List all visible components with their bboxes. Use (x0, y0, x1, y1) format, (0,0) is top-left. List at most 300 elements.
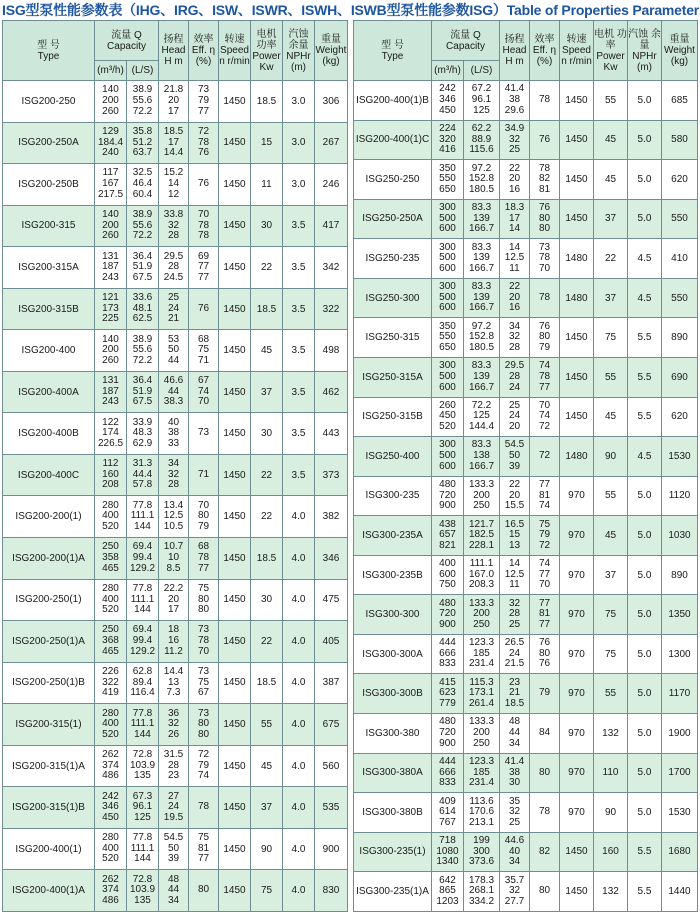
cell-power: 18.5 (251, 538, 283, 580)
cell-model: ISG200-250 (3, 81, 95, 123)
cell-flow-m3h-value: 322 (102, 676, 119, 688)
cell-weight: 462 (315, 371, 348, 413)
table-row (354, 793, 698, 833)
cell-flow-m3h-value: 200 (102, 94, 119, 106)
cell-flow-m3h-value: 300 (439, 202, 456, 214)
cell-weight: 1170 (662, 674, 698, 714)
cell-efficiency-value: 79 (538, 529, 551, 541)
cell-flow-ls-value: 200 (473, 608, 490, 620)
cell-head (500, 595, 530, 635)
cell-flow-m3h-value: 520 (102, 521, 119, 533)
cell-head-value: 12.5 (504, 568, 525, 580)
cell-flow-ls-value: 133.3 (468, 716, 495, 728)
cell-flow-ls-value: 180.5 (468, 341, 495, 353)
table-row (354, 555, 698, 595)
cell-flow-ls (127, 704, 159, 746)
cell-flow-ls-value: 31.3 (132, 458, 153, 470)
cell-flow-ls-value: 180.5 (468, 183, 495, 195)
cell-model: ISG250-300 (354, 278, 432, 318)
cell-flow-ls-value: 111.1 (130, 510, 155, 522)
cell-flow-ls (464, 437, 500, 477)
cell-flow-m3h-value: 450 (439, 410, 456, 422)
cell-flow-ls-value: 113.6 (469, 795, 494, 807)
cell-flow-m3h (432, 832, 464, 872)
cell-model: ISG300-380B (354, 793, 432, 833)
cell-speed: 1450 (219, 704, 251, 746)
cell-flow-m3h (95, 704, 127, 746)
cell-flow-ls (464, 278, 500, 318)
cell-efficiency-value: 73 (538, 241, 551, 253)
cell-efficiency-value: 77 (538, 618, 551, 630)
table-body-right (354, 81, 698, 912)
cell-head (500, 278, 530, 318)
cell-efficiency-value: 80 (197, 593, 210, 605)
cell-efficiency (530, 516, 560, 556)
col-header-npsh: 汽蚀 余量 NPHr (m) (283, 21, 315, 81)
cell-head (159, 828, 189, 870)
cell-head (159, 704, 189, 746)
cell-weight: 690 (662, 357, 698, 397)
cell-efficiency-value: 74 (197, 385, 210, 397)
cell-speed: 970 (560, 595, 594, 635)
cell-speed: 1450 (560, 81, 594, 121)
cell-flow-ls (464, 634, 500, 674)
cell-efficiency-value: 80 (538, 331, 551, 343)
cell-flow-m3h-value: 243 (102, 271, 119, 283)
cell-efficiency-value: 76 (538, 202, 551, 214)
cell-efficiency-value: 69 (197, 250, 210, 262)
cell-flow-m3h-value: 465 (102, 645, 119, 657)
cell-flow-ls-value: 123.3 (468, 637, 495, 649)
cell-efficiency-value: 80 (197, 718, 210, 730)
cell-model: ISG200-400C (3, 454, 95, 496)
cell-flow-m3h (95, 371, 127, 413)
cell-flow-m3h-value: 280 (102, 499, 119, 511)
cell-head (159, 371, 189, 413)
cell-flow-ls (127, 870, 159, 912)
cell-flow-m3h (432, 199, 464, 239)
cell-flow-m3h-value: 260 (102, 105, 119, 117)
cell-speed: 1450 (560, 160, 594, 200)
cell-flow-m3h-value: 614 (439, 806, 456, 818)
cell-speed: 1450 (219, 496, 251, 538)
cell-flow-m3h (95, 413, 127, 455)
table-row (354, 437, 698, 477)
cell-flow-ls-value: 72.2 (132, 105, 153, 117)
cell-flow-ls (127, 330, 159, 372)
cell-efficiency-value: 70 (197, 499, 210, 511)
cell-head (500, 753, 530, 793)
cell-weight: 267 (315, 122, 348, 164)
cell-efficiency-value: 70 (197, 209, 210, 221)
cell-head-value: 19.5 (163, 811, 184, 823)
cell-power: 75 (251, 870, 283, 912)
cell-power: 90 (251, 828, 283, 870)
header-model-cn: 型 号 (37, 39, 60, 51)
cell-flow-ls-value: 152.8 (468, 331, 495, 343)
cell-weight: 498 (315, 330, 348, 372)
cell-flow-m3h-value: 500 (439, 212, 456, 224)
cell-weight: 1300 (662, 634, 698, 674)
cell-flow-m3h-value: 140 (102, 84, 119, 96)
cell-efficiency-value: 68 (197, 541, 210, 553)
cell-flow-ls-value: 67.5 (132, 271, 153, 283)
cell-head-value: 15 (508, 529, 521, 541)
cell-flow-m3h-value: 900 (439, 618, 456, 630)
cell-npsh: 5.0 (628, 81, 662, 121)
cell-npsh: 3.0 (283, 122, 315, 164)
cell-flow-m3h (432, 872, 464, 912)
cell-efficiency-value: 74 (538, 500, 551, 512)
cell-flow-m3h-value: 833 (439, 777, 456, 789)
cell-efficiency (189, 247, 219, 289)
cell-flow-m3h-value: 250 (102, 541, 119, 553)
cell-model: ISG250-315A (354, 357, 432, 397)
cell-flow-ls-value: 182.5 (468, 529, 495, 541)
cell-head (500, 516, 530, 556)
cell-flow-m3h (95, 538, 127, 580)
cell-flow-ls-value: 228.1 (468, 539, 495, 551)
cell-model: ISG200-400(1)B (354, 81, 432, 121)
cell-head-value: 32 (508, 331, 521, 343)
cell-efficiency-value: 79 (197, 521, 210, 533)
cell-flow-ls-value: 62.5 (132, 313, 153, 325)
cell-flow-m3h-value: 121 (102, 292, 119, 304)
cell-flow-ls-value: 62.9 (132, 437, 153, 449)
cell-npsh: 5.5 (628, 832, 662, 872)
cell-npsh: 4.5 (628, 437, 662, 477)
cell-npsh: 3.5 (283, 247, 315, 289)
cell-power: 45 (251, 330, 283, 372)
cell-flow-m3h-value: 374 (102, 759, 119, 771)
cell-model: ISG300-380 (354, 714, 432, 754)
cell-efficiency-value: 70 (538, 399, 551, 411)
table-body-left (3, 81, 348, 912)
cell-model: ISG200-315B (3, 288, 95, 330)
table-row (354, 832, 698, 872)
cell-head-value: 34.9 (504, 122, 525, 134)
cell-speed: 1450 (219, 164, 251, 206)
cell-efficiency-value: 76 (197, 178, 210, 190)
cell-model: ISG250-400 (354, 437, 432, 477)
cell-efficiency (189, 704, 219, 746)
cell-speed: 1450 (219, 828, 251, 870)
cell-flow-ls-value: 69.4 (132, 624, 153, 636)
cell-flow-m3h (432, 318, 464, 358)
cell-npsh: 4.0 (283, 704, 315, 746)
cell-head-value: 44 (508, 726, 521, 738)
cell-efficiency-value: 78 (538, 162, 551, 174)
cell-weight: 443 (315, 413, 348, 455)
cell-efficiency-value: 75 (197, 344, 210, 356)
cell-flow-m3h-value: 260 (102, 354, 119, 366)
cell-weight: 246 (315, 164, 348, 206)
cell-flow-ls-value: 133.3 (468, 597, 495, 609)
cell-flow-m3h-value: 416 (439, 144, 456, 156)
cell-flow-ls (127, 454, 159, 496)
cell-efficiency-value: 72 (538, 450, 551, 462)
cell-flow-ls-value: 185 (473, 647, 490, 659)
cell-head-value: 17 (508, 212, 521, 224)
cell-efficiency-value: 77 (197, 271, 210, 283)
cell-efficiency-value: 76 (538, 658, 551, 670)
cell-speed: 970 (560, 516, 594, 556)
col-header-npsh: 汽蚀 余量 NPHr (m) (628, 21, 662, 81)
cell-power: 75 (594, 318, 628, 358)
cell-head (500, 634, 530, 674)
cell-flow-m3h-value: 129 (102, 125, 119, 137)
cell-flow-m3h (95, 288, 127, 330)
cell-efficiency-value: 72 (197, 749, 210, 761)
table-row (3, 496, 348, 538)
cell-head-value: 32 (508, 885, 521, 897)
cell-flow-ls-value: 60.4 (132, 188, 153, 200)
cell-head-value: 32 (167, 718, 180, 730)
cell-flow-ls-value: 97.2 (471, 162, 492, 174)
cell-head-value: 17 (167, 105, 180, 117)
table-row (354, 397, 698, 437)
cell-weight: 1900 (662, 714, 698, 754)
cell-flow-m3h (432, 634, 464, 674)
cell-power: 45 (594, 120, 628, 160)
cell-head-value: 25 (508, 816, 521, 828)
cell-head-value: 36 (167, 707, 180, 719)
cell-model: ISG200-315 (3, 205, 95, 247)
cell-flow-ls-value: 72.8 (132, 873, 153, 885)
cell-head-value: 13 (508, 539, 521, 551)
cell-head (159, 579, 189, 621)
cell-model: ISG300-235 (354, 476, 432, 516)
cell-efficiency-value: 80 (538, 223, 551, 235)
table-row (354, 239, 698, 279)
cell-speed: 1450 (219, 288, 251, 330)
table-row (354, 674, 698, 714)
cell-flow-ls-value: 36.4 (132, 250, 153, 262)
cell-power: 55 (251, 704, 283, 746)
cell-efficiency (189, 496, 219, 538)
cell-head-value: 41.4 (504, 755, 525, 767)
cell-head (159, 870, 189, 912)
cell-head-value: 33 (167, 437, 180, 449)
cell-flow-ls-value: 67.5 (132, 396, 153, 408)
cell-head-value: 33.8 (163, 209, 184, 221)
cell-weight: 342 (315, 247, 348, 289)
cell-flow-m3h (432, 753, 464, 793)
cell-flow-ls (127, 662, 159, 704)
cell-head-value: 14.4 (163, 147, 184, 159)
cell-head-value: 34 (508, 320, 521, 332)
table-row (3, 621, 348, 663)
header-model-en: Type (37, 50, 60, 62)
cell-npsh: 4.5 (628, 239, 662, 279)
cell-weight: 1530 (662, 793, 698, 833)
cell-efficiency-value: 77 (197, 853, 210, 865)
cell-weight: 550 (662, 278, 698, 318)
cell-power: 75 (594, 595, 628, 635)
cell-flow-ls-value: 38.9 (132, 209, 153, 221)
cell-efficiency (189, 454, 219, 496)
cell-flow-ls (127, 413, 159, 455)
cell-head (500, 357, 530, 397)
cell-model: ISG250-315B (354, 397, 432, 437)
col-header-weight: 重量 Weight (kg) (315, 21, 348, 81)
cell-head-value: 28 (508, 341, 521, 353)
cell-flow-m3h-value: 174 (102, 427, 119, 439)
cell-head-value: 20 (167, 94, 180, 106)
cell-efficiency-value: 75 (197, 832, 210, 844)
cell-flow-m3h-value: 415 (439, 676, 456, 688)
cell-efficiency-value: 77 (538, 479, 551, 491)
table-row (3, 205, 348, 247)
cell-flow-ls-value: 83.3 (471, 360, 492, 372)
cell-flow-ls (464, 239, 500, 279)
table-row (354, 81, 698, 121)
cell-efficiency-value: 81 (538, 183, 551, 195)
cell-npsh: 5.5 (628, 357, 662, 397)
cell-flow-m3h (432, 160, 464, 200)
cell-flow-ls-value: 166.7 (468, 302, 495, 314)
cell-weight: 1350 (662, 595, 698, 635)
cell-speed: 970 (560, 753, 594, 793)
cell-flow-ls-value: 77.8 (132, 582, 153, 594)
table-row (354, 160, 698, 200)
cell-flow-m3h-value: 140 (102, 209, 119, 221)
cell-flow-m3h-value: 160 (102, 468, 119, 480)
cell-weight: 475 (315, 579, 348, 621)
cell-flow-m3h-value: 600 (439, 262, 456, 274)
cell-efficiency-value: 82 (538, 173, 551, 185)
col-header-head: 扬程 Head H m (159, 21, 189, 81)
cell-flow-ls-value: 48.1 (132, 302, 153, 314)
cell-efficiency (530, 793, 560, 833)
cell-flow-ls-value: 125 (473, 410, 490, 422)
cell-head-value: 29.5 (163, 250, 184, 262)
cell-head-value: 29.5 (504, 360, 525, 372)
cell-efficiency-value: 73 (197, 666, 210, 678)
cell-flow-ls-value: 57.8 (132, 479, 153, 491)
cell-efficiency (530, 595, 560, 635)
cell-flow-ls-value: 115.6 (469, 144, 494, 156)
cell-flow-m3h-value: 1340 (436, 856, 459, 868)
cell-efficiency (189, 122, 219, 164)
cell-efficiency-value: 77 (197, 261, 210, 273)
cell-head (500, 674, 530, 714)
cell-flow-m3h-value: 346 (439, 93, 456, 105)
cell-efficiency-value: 75 (197, 582, 210, 594)
cell-speed: 1480 (560, 278, 594, 318)
cell-flow-m3h-value: 438 (439, 518, 456, 530)
cell-power: 37 (594, 555, 628, 595)
cell-power: 45 (594, 397, 628, 437)
cell-speed: 1450 (219, 579, 251, 621)
cell-head-value: 14 (167, 178, 180, 190)
cell-flow-m3h-value: 650 (439, 341, 456, 353)
cell-speed: 1450 (219, 205, 251, 247)
cell-head (500, 476, 530, 516)
cell-head-value: 44 (167, 385, 180, 397)
cell-flow-ls-value: 144.4 (468, 421, 495, 433)
cell-head-value: 16 (508, 302, 521, 314)
cell-flow-ls-value: 133.3 (468, 479, 495, 491)
cell-flow-ls-value: 129.2 (129, 645, 156, 657)
cell-efficiency (530, 476, 560, 516)
cell-head-value: 14 (508, 223, 521, 235)
cell-flow-ls-value: 178.3 (468, 874, 495, 886)
cell-efficiency-value: 80 (197, 510, 210, 522)
cell-flow-ls-value: 62.2 (471, 122, 492, 134)
cell-head-value: 20 (508, 291, 521, 303)
cell-efficiency-value: 81 (197, 842, 210, 854)
cell-head-value: 38.3 (163, 396, 184, 408)
cell-flow-ls-value: 111.1 (469, 558, 494, 570)
cell-flow-ls (464, 81, 500, 121)
cell-power: 37 (594, 278, 628, 318)
cell-flow-ls-value: 33.9 (132, 416, 153, 428)
cell-efficiency (189, 164, 219, 206)
cell-flow-m3h (432, 278, 464, 318)
cell-flow-ls (127, 579, 159, 621)
cell-flow-m3h (95, 496, 127, 538)
cell-speed: 1450 (219, 870, 251, 912)
cell-npsh: 5.0 (628, 634, 662, 674)
cell-flow-m3h-value: 300 (439, 439, 456, 451)
cell-head-value: 21 (508, 687, 521, 699)
cell-efficiency-value: 73 (197, 427, 210, 439)
cell-head-value: 24 (167, 801, 180, 813)
cell-power: 22 (594, 239, 628, 279)
cell-flow-m3h-value: 167 (102, 178, 119, 190)
cell-flow-m3h-value: 243 (102, 396, 119, 408)
cell-flow-ls-value: 231.4 (468, 658, 495, 670)
cell-model: ISG300-235(1) (354, 832, 432, 872)
cell-head-value: 54.5 (163, 832, 184, 844)
cell-flow-ls-value: 67.2 (471, 83, 492, 95)
cell-efficiency (189, 621, 219, 663)
cell-flow-ls (127, 371, 159, 413)
cell-speed: 1450 (219, 454, 251, 496)
cell-flow-m3h-value: 600 (439, 302, 456, 314)
cell-npsh: 5.0 (628, 120, 662, 160)
cell-flow-ls-value: 115.3 (469, 676, 494, 688)
cell-flow-ls-value: 139 (473, 252, 490, 264)
cell-efficiency-value: 76 (538, 320, 551, 332)
col-header-head: 扬程 Head H m (500, 21, 530, 81)
cell-flow-m3h-value: 450 (102, 811, 119, 823)
cell-flow-ls (127, 288, 159, 330)
cell-model: ISG300-300A (354, 634, 432, 674)
cell-head-value: 22 (508, 162, 521, 174)
cell-efficiency-value: 78 (197, 801, 210, 813)
cell-flow-ls-value: 55.6 (132, 94, 153, 106)
cell-head (500, 199, 530, 239)
cell-speed: 1450 (560, 397, 594, 437)
cell-npsh: 5.0 (628, 476, 662, 516)
cell-efficiency-value: 79 (538, 687, 551, 699)
cell-flow-ls-value: 72.2 (132, 230, 153, 242)
cell-npsh: 4.0 (283, 496, 315, 538)
cell-flow-m3h-value: 666 (439, 647, 456, 659)
cell-flow-m3h-value: 520 (439, 421, 456, 433)
cell-flow-ls-value: 99.4 (132, 551, 153, 563)
cell-flow-ls-value: 83.3 (471, 241, 492, 253)
col-header-speed: 转速 Speed n r/min (560, 21, 594, 81)
cell-flow-m3h (95, 662, 127, 704)
cell-npsh: 4.0 (283, 787, 315, 829)
cell-power: 37 (251, 787, 283, 829)
cell-flow-m3h (95, 330, 127, 372)
cell-head-value: 24 (508, 410, 521, 422)
cell-flow-m3h-value: 250 (102, 624, 119, 636)
